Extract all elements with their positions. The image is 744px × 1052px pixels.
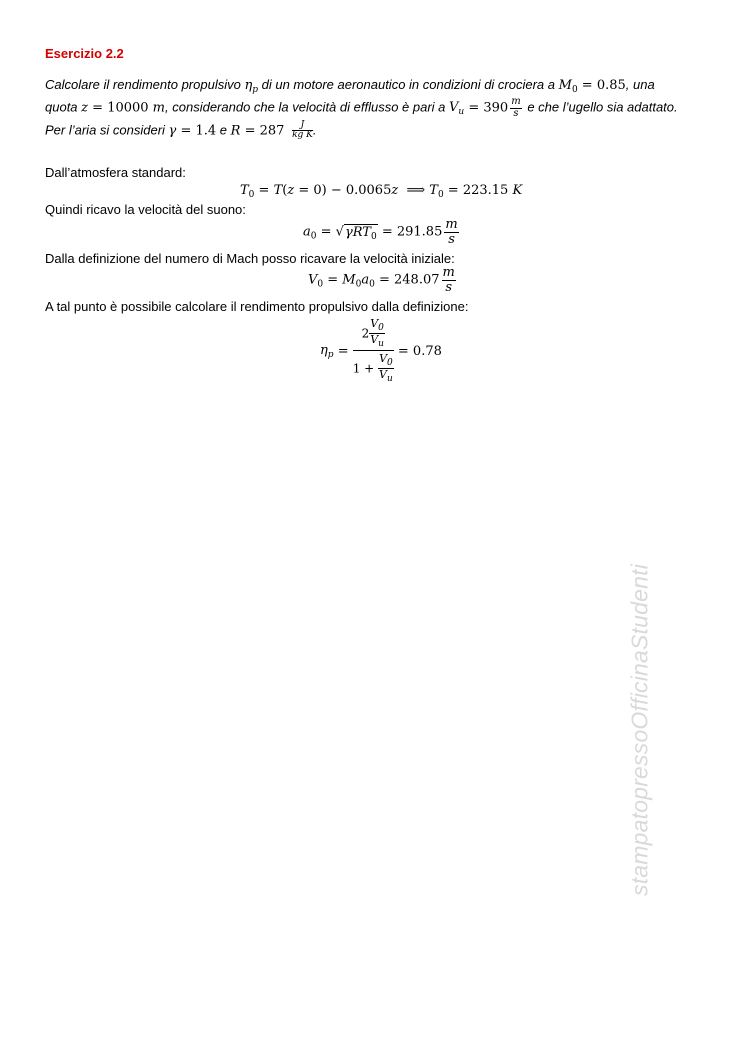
temperature-equation: $T_0 = T(z = 0) - 0.0065z$ ⟹ $T_0 = 223.15$ K bbox=[240, 183, 523, 200]
step-initial-velocity: Dalla definizione del numero di Mach posso ricavare la velocità iniziale: bbox=[45, 251, 455, 266]
altitude-value: 10000 bbox=[107, 100, 149, 116]
gas-constant-value: 287 bbox=[259, 123, 285, 139]
problem-line-2: quota z = 10000 m, considerando che la velocità di efflusso è pari a $V_u = 390$ $\frac{m}{s}$ e che l’ugello sia adattato. bbox=[45, 96, 678, 119]
watermark: stampatopressoOfficinaStudenti bbox=[626, 563, 653, 897]
sound-speed-equation: $a_0 = √\gamma RT_0 = 291.85$ $\frac{m}{s}$ bbox=[303, 217, 458, 247]
step-propulsive-efficiency: A tal punto è possibile calcolare il rendimento propulsivo dalla definizione: bbox=[45, 299, 469, 314]
exhaust-velocity-value: 390 bbox=[483, 100, 509, 116]
problem-line-1: Calcolare il rendimento propulsivo $\eta_p$ di un motore aeronautico in condizioni di crociera a $M_0 = 0.85$, una bbox=[45, 77, 655, 95]
efficiency-equation: $\eta_p$ = 2 $\frac{V_0}{V_u}$ 1 + $\frac{V_0}{V_u}$ = 0.78 bbox=[320, 317, 442, 385]
mach-value: 0.85 bbox=[596, 78, 626, 93]
exercise-title: Esercizio 2.2 bbox=[45, 46, 124, 61]
step-standard-atmosphere: Dall’atmosfera standard: bbox=[45, 165, 186, 180]
initial-velocity-equation: $V_0 = M_0a_0 = 248.07$ $\frac{m}{s}$ bbox=[308, 265, 455, 295]
problem-line-3: Per l’aria si consideri γ = 1.4 e R = 287 $\frac{J}{\text{kg K}}$ . bbox=[45, 120, 317, 141]
gamma-value: 1.4 bbox=[195, 123, 217, 139]
step-sound-speed: Quindi ricavo la velocità del suono: bbox=[45, 202, 246, 217]
